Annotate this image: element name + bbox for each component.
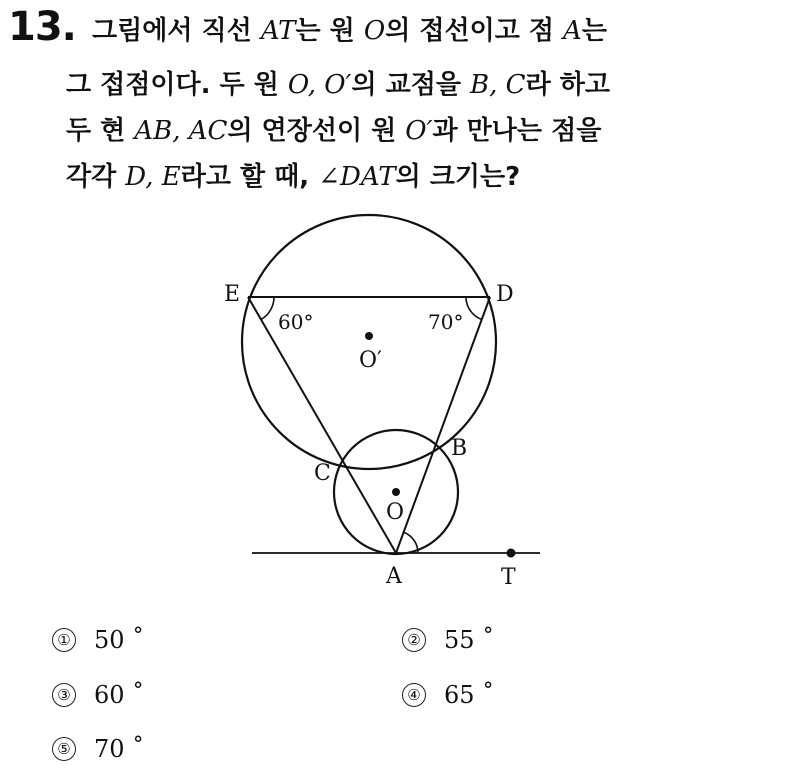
label-D: D [496,282,514,307]
choice-number: ⑤ [52,737,76,761]
text: 의 연장선이 원 [227,116,406,146]
label-O: O [386,500,405,525]
center-dot-O [392,488,400,496]
label-O-prime: O′ [359,348,383,373]
math-O-O-prime: O, O′ [287,70,352,100]
point-dot-T [507,549,516,558]
label-E: E [224,282,241,307]
center-dot-O-prime [365,332,373,340]
choice-value: 70 ˚ [94,735,145,763]
math-D-E: D, E [125,162,181,192]
choice-value: 50 ˚ [94,626,145,654]
label-angle-E: 60° [278,310,314,334]
math-B-C: B, C [470,70,526,100]
text: 의 교점을 [351,70,471,100]
choice-number: ① [52,628,76,652]
text: 의 접선이고 점 [385,16,564,46]
text: 두 현 [66,116,135,146]
choice-4[interactable] [402,681,494,709]
text: 는 원 [295,16,364,46]
choice-3[interactable] [52,681,144,709]
text: 라 하고 [525,70,610,100]
text: 는 [581,16,607,46]
text: 라고 할 때, [180,162,319,192]
text: 각각 [66,162,126,192]
math-angle-DAT: ∠DAT [318,162,396,192]
choice-value: 60 ˚ [94,681,145,709]
choice-value: 55 ˚ [444,626,495,654]
angle-arc-D [466,297,482,320]
math-O: O [363,16,386,46]
text: 그림에서 직선 [92,16,261,46]
math-A: A [563,16,582,46]
choice-number: ④ [402,683,426,707]
angle-arc-E [261,297,274,320]
choice-value: 65 ˚ [444,681,495,709]
choice-1[interactable] [52,626,144,654]
question-number: 13. [8,4,76,50]
line-AE [248,297,396,553]
choice-number: ③ [52,683,76,707]
choice-number: ② [402,628,426,652]
label-angle-D: 70° [428,310,464,334]
line-AD [396,297,490,553]
choice-2[interactable] [402,626,494,654]
text: 의 크기는? [395,162,521,192]
circle-O-prime [242,215,496,469]
math-AT: AT [260,16,296,46]
text: 과 만나는 점을 [432,116,602,146]
label-T: T [501,565,516,590]
text: 그 접점이다. 두 원 [66,70,288,100]
label-C: C [314,461,331,486]
label-B: B [451,436,468,461]
math-O-prime: O′ [405,116,433,146]
label-A: A [386,564,402,589]
math-AB-AC: AB, AC [134,116,228,146]
choice-5[interactable] [52,735,144,763]
